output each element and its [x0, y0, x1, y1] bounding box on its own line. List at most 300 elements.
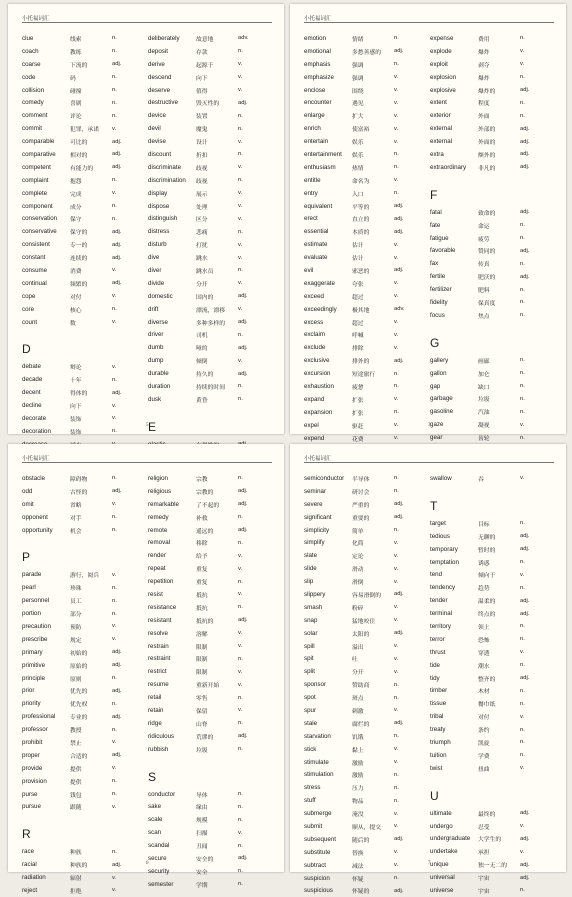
section-spacer	[430, 322, 546, 330]
english-word: semiconductor	[304, 475, 352, 482]
chinese-meaning: 严重的	[352, 500, 394, 509]
english-word: conservative	[22, 228, 70, 235]
part-of-speech: n.	[112, 113, 132, 119]
english-word: explosive	[430, 87, 478, 94]
vocab-entry	[148, 303, 264, 316]
vocab-entry	[148, 498, 264, 511]
english-word: pursue	[22, 803, 70, 810]
english-word: stale	[304, 720, 352, 727]
english-word: severe	[304, 501, 352, 508]
chinese-meaning: 装置	[196, 111, 238, 120]
chinese-meaning: 容易滑倒的	[352, 590, 394, 599]
part-of-speech: n.	[520, 261, 540, 267]
english-word: extra	[430, 151, 478, 158]
english-word: code	[22, 74, 70, 81]
vocab-entry	[304, 174, 420, 187]
vocab-entry	[304, 614, 420, 627]
chinese-meaning: 山脊	[196, 719, 238, 728]
part-of-speech: n.	[520, 74, 540, 80]
section-letter: D	[22, 336, 138, 360]
section-letter: S	[148, 764, 264, 788]
vocab-entry	[148, 212, 264, 225]
part-of-speech: n.	[238, 151, 258, 157]
chinese-meaning: 汽油	[478, 407, 520, 416]
english-word: pearl	[22, 584, 70, 591]
section-letter: G	[430, 330, 546, 354]
chinese-meaning: 向下	[196, 73, 238, 82]
vocab-entry	[430, 749, 546, 762]
chinese-meaning: 压力	[352, 783, 394, 792]
page-3	[290, 4, 566, 434]
part-of-speech: n.	[238, 332, 258, 338]
vocab-entry	[304, 524, 420, 537]
vocab-entry	[22, 858, 138, 871]
part-of-speech: v.	[520, 475, 540, 481]
english-word: stick	[304, 746, 352, 753]
part-of-speech: n.	[520, 312, 540, 318]
vocab-entry	[304, 794, 420, 807]
chinese-meaning: 肥料	[478, 285, 520, 294]
vocab-entry	[430, 244, 546, 257]
english-word: cope	[22, 293, 70, 300]
english-word: external	[430, 138, 478, 145]
vocab-entry	[22, 472, 138, 485]
english-word: priority	[22, 700, 70, 707]
vocab-entry	[304, 290, 420, 303]
english-word: prohibit	[22, 739, 70, 746]
chinese-meaning: 多种多样的	[196, 318, 238, 327]
part-of-speech: n.	[112, 675, 132, 681]
vocab-entry	[304, 743, 420, 756]
english-word: tidy	[430, 675, 478, 682]
vocab-entry	[22, 672, 138, 685]
english-word: undergraduate	[430, 835, 478, 842]
vocab-entry	[148, 161, 264, 174]
part-of-speech: adv.	[394, 306, 414, 312]
chinese-meaning: 向下	[70, 401, 112, 410]
english-word: treaty	[430, 726, 478, 733]
english-word: purse	[22, 791, 70, 798]
vocab-entry	[22, 762, 138, 775]
english-word: portion	[22, 610, 70, 617]
part-of-speech: n.	[238, 267, 258, 273]
chinese-meaning: 机会	[70, 526, 112, 535]
vocab-entry	[148, 187, 264, 200]
vocab-entry	[148, 122, 264, 135]
part-of-speech: n.	[238, 177, 258, 183]
vocab-entry	[22, 316, 138, 329]
english-word: decoration	[22, 428, 70, 435]
vocab-entry	[304, 691, 420, 704]
chinese-meaning: 化简	[352, 538, 394, 547]
part-of-speech: v.	[394, 669, 414, 675]
part-of-speech: n.	[112, 778, 132, 784]
chinese-meaning: 保真度	[478, 298, 520, 307]
vocab-entry	[22, 749, 138, 762]
english-word: exceedingly	[304, 306, 352, 313]
chinese-meaning: 数	[70, 318, 112, 327]
part-of-speech: v.	[112, 293, 132, 299]
english-word: resistance	[148, 604, 196, 611]
part-of-speech: v.	[238, 630, 258, 636]
vocab-entry	[304, 432, 420, 445]
vocab-entry	[148, 71, 264, 84]
vocab-entry	[430, 206, 546, 219]
part-of-speech: v.	[394, 566, 414, 572]
vocab-entry	[304, 109, 420, 122]
part-of-speech: adj.	[520, 598, 540, 604]
vocab-entry	[22, 511, 138, 524]
vocab-entry	[304, 678, 420, 691]
english-word: deposit	[148, 48, 196, 55]
header-rule	[304, 22, 554, 23]
chinese-meaning: 剥夺	[478, 60, 520, 69]
page-number: 7	[428, 861, 431, 866]
part-of-speech: n.	[394, 35, 414, 41]
chinese-meaning: 外部的	[478, 124, 520, 133]
chinese-meaning: 有能力的	[70, 163, 112, 172]
english-word: gear	[430, 434, 478, 441]
english-word: tuition	[430, 752, 478, 759]
part-of-speech: v.	[394, 656, 414, 662]
page-number: 5	[146, 423, 149, 428]
chinese-meaning: 倾倒	[196, 356, 238, 365]
part-of-speech: v.	[520, 823, 540, 829]
part-of-speech: v.	[394, 707, 414, 713]
chinese-meaning: 对手	[70, 513, 112, 522]
part-of-speech: v.	[112, 403, 132, 409]
vocab-entry	[304, 549, 420, 562]
chinese-meaning: 目标	[478, 519, 520, 528]
vocab-entry	[22, 290, 138, 303]
english-word: sponsor	[304, 681, 352, 688]
chinese-meaning: 移除	[196, 538, 238, 547]
vocab-entry	[430, 96, 546, 109]
english-word: opponent	[22, 514, 70, 521]
vocab-entry	[304, 781, 420, 794]
part-of-speech: adj.	[112, 714, 132, 720]
chinese-meaning: 教练	[70, 47, 112, 56]
chinese-meaning: 碰撞	[70, 86, 112, 95]
part-of-speech: adj.	[238, 293, 258, 299]
chinese-meaning: 赞同的	[478, 246, 520, 255]
chinese-meaning: 合适的	[70, 751, 112, 760]
vocab-entry	[22, 238, 138, 251]
vocab-entry	[304, 575, 420, 588]
part-of-speech: adj.	[394, 358, 414, 364]
vocab-entry	[430, 530, 546, 543]
part-of-speech: n.	[520, 100, 540, 106]
vocab-entry	[22, 200, 138, 213]
vocab-entry	[430, 594, 546, 607]
english-word: resolve	[148, 630, 196, 637]
english-word: security	[148, 868, 196, 875]
vocab-entry	[430, 556, 546, 569]
vocab-entry	[22, 736, 138, 749]
english-word: domestic	[148, 293, 196, 300]
part-of-speech: v.	[238, 61, 258, 67]
part-of-speech: n.	[112, 177, 132, 183]
english-word: favorable	[430, 247, 478, 254]
english-word: stimulation	[304, 771, 352, 778]
chinese-meaning: 娱乐	[352, 137, 394, 146]
vocab-entry	[430, 296, 546, 309]
vocab-entry	[304, 768, 420, 781]
chinese-meaning: 十年	[70, 375, 112, 384]
chinese-meaning: 赞助商	[352, 680, 394, 689]
part-of-speech: n.	[238, 475, 258, 481]
english-word: exploit	[430, 61, 478, 68]
vocab-entry	[148, 328, 264, 341]
vocab-entry	[148, 549, 264, 562]
part-of-speech: v.	[112, 572, 132, 578]
chinese-meaning: 短途旅行	[352, 369, 394, 378]
part-of-speech: adj.	[394, 888, 414, 894]
part-of-speech: n.	[112, 527, 132, 533]
page-6	[8, 444, 284, 872]
chinese-meaning: 限制	[196, 654, 238, 663]
english-word: stress	[304, 784, 352, 791]
page-number: 3	[428, 423, 431, 428]
vocab-entry	[148, 367, 264, 380]
chinese-meaning: 宇宙	[478, 873, 520, 882]
english-word: consistent	[22, 241, 70, 248]
chinese-meaning: 荒谬的	[196, 732, 238, 741]
vocab-entry	[148, 109, 264, 122]
chinese-meaning: 垃圾	[478, 394, 520, 403]
english-word: complaint	[22, 177, 70, 184]
section-spacer	[22, 328, 138, 336]
vocab-entry	[22, 303, 138, 316]
chinese-meaning: 部分	[70, 609, 112, 618]
part-of-speech: adj.	[112, 862, 132, 868]
part-of-speech: v.	[394, 823, 414, 829]
chinese-meaning: 爆炸	[478, 47, 520, 56]
chinese-meaning: 重复	[196, 577, 238, 586]
chinese-meaning: 额外的	[478, 150, 520, 159]
english-word: derive	[148, 61, 196, 68]
vocab-entry	[22, 71, 138, 84]
part-of-speech: n.	[238, 656, 258, 662]
english-word: religious	[148, 488, 196, 495]
chinese-meaning: 吞	[478, 474, 520, 483]
chinese-meaning: 溶解	[196, 629, 238, 638]
part-of-speech: adj.	[520, 139, 540, 145]
vocab-entry	[304, 251, 420, 264]
vocab-entry	[148, 704, 264, 717]
vocab-entry	[430, 762, 546, 775]
english-word: prescribe	[22, 636, 70, 643]
vocab-entry	[22, 109, 138, 122]
vocab-entry	[430, 568, 546, 581]
part-of-speech: adj.	[238, 100, 258, 106]
chinese-meaning: 重新开始	[196, 680, 238, 689]
vocab-entry	[148, 524, 264, 537]
part-of-speech: adj.	[520, 164, 540, 170]
english-word: comparable	[22, 138, 70, 145]
part-of-speech: n.	[520, 222, 540, 228]
english-word: scale	[148, 816, 196, 823]
chinese-meaning: 悲痛	[196, 227, 238, 236]
part-of-speech: n.	[394, 875, 414, 881]
chinese-meaning: 重要的	[352, 513, 394, 522]
chinese-meaning: 承担	[478, 847, 520, 856]
page-7	[290, 444, 566, 872]
vocab-entry	[304, 341, 420, 354]
part-of-speech: v.	[394, 422, 414, 428]
chinese-meaning: 爆炸	[478, 73, 520, 82]
english-word: exceed	[304, 293, 352, 300]
english-word: spur	[304, 707, 352, 714]
vocab-entry	[430, 283, 546, 296]
vocab-entry	[148, 32, 264, 45]
section-spacer	[430, 174, 546, 182]
section-letter: F	[430, 182, 546, 206]
chinese-meaning: 缘由	[196, 802, 238, 811]
part-of-speech: n.	[520, 887, 540, 893]
chinese-meaning: 障碍物	[70, 474, 112, 483]
english-word: destructive	[148, 99, 196, 106]
vocab-entry	[148, 341, 264, 354]
english-word: reject	[22, 887, 70, 894]
english-word: provision	[22, 778, 70, 785]
vocab-entry	[148, 665, 264, 678]
vocab-entry	[304, 200, 420, 213]
english-word: entertainment	[304, 151, 352, 158]
vocab-entry	[304, 354, 420, 367]
chinese-meaning: 可比的	[70, 137, 112, 146]
part-of-speech: n.	[394, 785, 414, 791]
vocab-entry	[148, 472, 264, 485]
chinese-meaning: 限制	[196, 667, 238, 676]
vocab-entry	[22, 633, 138, 646]
english-word: discrimination	[148, 177, 196, 184]
english-word: opportunity	[22, 527, 70, 534]
vocab-entry	[430, 871, 546, 884]
chinese-meaning: 恐怖	[478, 635, 520, 644]
vocab-entry	[430, 257, 546, 270]
vocab-entry	[304, 588, 420, 601]
part-of-speech: n.	[520, 752, 540, 758]
english-word: external	[430, 125, 478, 132]
english-word: duration	[148, 383, 196, 390]
vocab-entry	[430, 807, 546, 820]
part-of-speech: n.	[238, 720, 258, 726]
english-word: distress	[148, 228, 196, 235]
vocab-entry	[430, 71, 546, 84]
part-of-speech: v.	[238, 669, 258, 675]
chinese-meaning: 疲惫	[352, 382, 394, 391]
part-of-speech: n.	[394, 733, 414, 739]
chinese-meaning: 保守的	[70, 227, 112, 236]
page-header: 小托福词汇	[304, 454, 332, 462]
english-word: emphasis	[304, 61, 352, 68]
vocab-entry	[148, 601, 264, 614]
chinese-meaning: 优先权	[70, 699, 112, 708]
chinese-meaning: 零售	[196, 693, 238, 702]
chinese-meaning: 展示	[196, 189, 238, 198]
chinese-meaning: 呼喊	[352, 330, 394, 339]
part-of-speech: v.	[520, 765, 540, 771]
chinese-meaning: 扫描	[196, 828, 238, 837]
part-of-speech: v.	[394, 759, 414, 765]
vocab-entry	[22, 498, 138, 511]
part-of-speech: v.	[394, 87, 414, 93]
chinese-meaning: 整齐的	[478, 674, 520, 683]
part-of-speech: n.	[394, 409, 414, 415]
english-word: primary	[22, 649, 70, 656]
english-word: substitute	[304, 849, 352, 856]
part-of-speech: adj.	[238, 733, 258, 739]
chinese-meaning: 加仑	[478, 369, 520, 378]
chinese-meaning: 抵抗	[196, 590, 238, 599]
chinese-meaning: 安全的	[196, 854, 238, 863]
english-word: diverse	[148, 319, 196, 326]
part-of-speech: v.	[112, 364, 132, 370]
english-word: expand	[304, 396, 352, 403]
part-of-speech: v.	[520, 849, 540, 855]
part-of-speech: n.	[112, 306, 132, 312]
english-word: count	[22, 319, 70, 326]
chinese-meaning: 淹没	[352, 809, 394, 818]
chinese-meaning: 斑点	[352, 693, 394, 702]
english-word: resume	[148, 681, 196, 688]
english-word: decorate	[22, 415, 70, 422]
english-word: extent	[430, 99, 478, 106]
part-of-speech: v.	[112, 804, 132, 810]
chinese-meaning: 激励	[352, 758, 394, 767]
part-of-speech: v.	[394, 617, 414, 623]
english-word: slide	[304, 565, 352, 572]
english-word: simplify	[304, 539, 352, 546]
vocab-entry	[304, 367, 420, 380]
vocab-entry	[148, 878, 264, 891]
page-5	[8, 4, 284, 434]
chinese-meaning: 最终的	[478, 809, 520, 818]
english-word: equivalent	[304, 203, 352, 210]
vocab-entry	[148, 174, 264, 187]
chinese-meaning: 教授	[70, 725, 112, 734]
vocab-entry	[22, 697, 138, 710]
chinese-meaning: 太阳的	[352, 629, 394, 638]
part-of-speech: n.	[394, 527, 414, 533]
vocab-entry	[304, 472, 420, 485]
english-word: focus	[430, 312, 478, 319]
chinese-meaning: 黏上	[352, 745, 394, 754]
chinese-meaning: 了不起的	[196, 500, 238, 509]
vocab-entry	[148, 575, 264, 588]
part-of-speech: adj.	[112, 255, 132, 261]
vocab-entry	[304, 264, 420, 277]
english-word: coarse	[22, 61, 70, 68]
chinese-meaning: 倾向于	[478, 570, 520, 579]
english-word: complete	[22, 190, 70, 197]
english-word: decline	[22, 402, 70, 409]
english-word: expansion	[304, 409, 352, 416]
part-of-speech: v.	[238, 190, 258, 196]
part-of-speech: n.	[520, 235, 540, 241]
english-word: exterior	[430, 112, 478, 119]
part-of-speech: adj.	[520, 862, 540, 868]
part-of-speech: adj.	[112, 242, 132, 248]
section-letter: T	[430, 493, 546, 517]
english-word: tend	[430, 571, 478, 578]
vocab-entry	[22, 373, 138, 386]
vocab-entry	[22, 264, 138, 277]
chinese-meaning: 抵抗的	[196, 616, 238, 625]
vocab-entry	[304, 511, 420, 524]
chinese-meaning: 缺口	[478, 382, 520, 391]
